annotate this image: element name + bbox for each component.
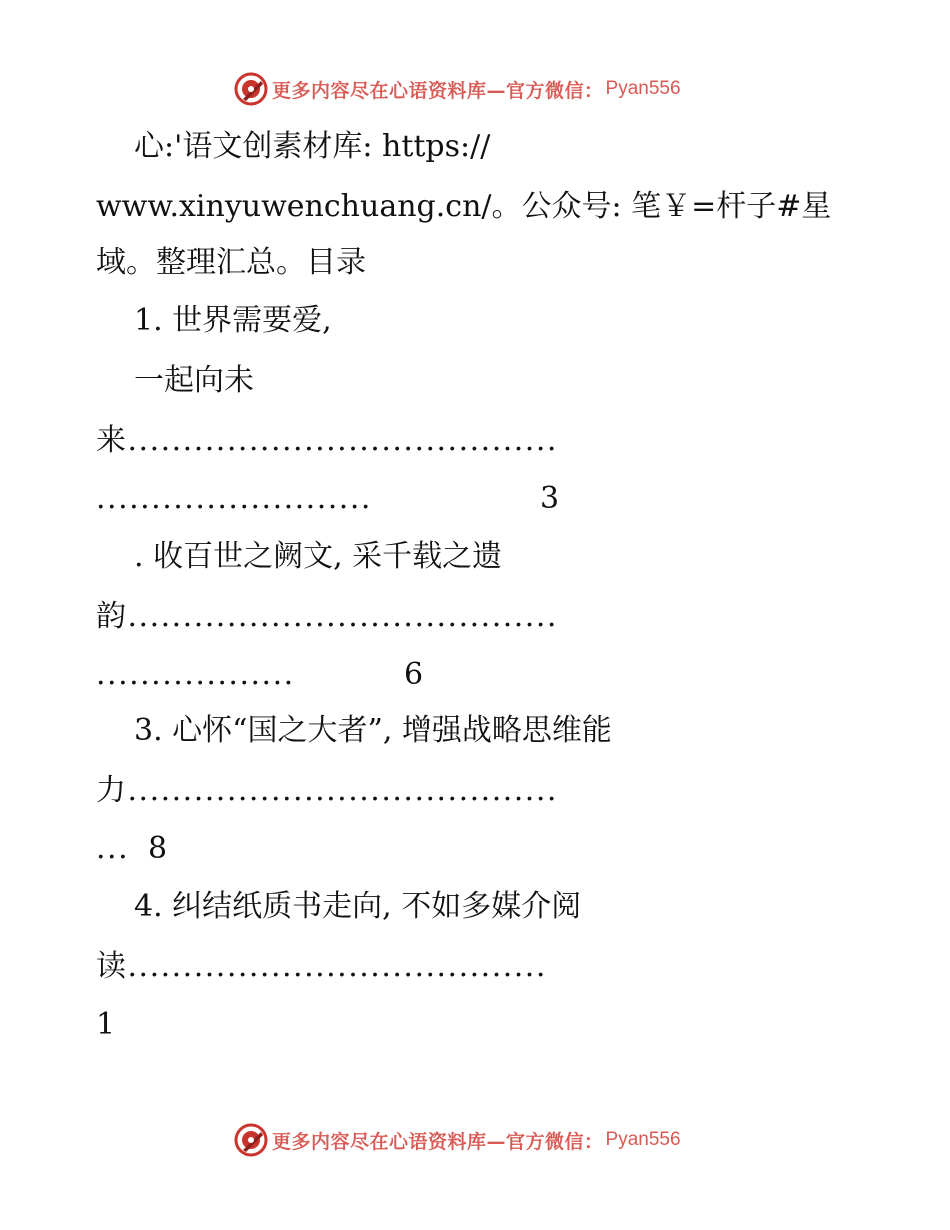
toc-4-title: 4. 纠结纸质书走向, 不如多媒介阅 — [134, 889, 582, 924]
toc-4-leader: 读...................................... — [96, 949, 547, 984]
intro-line-3: 域。整理汇总。目录 — [96, 245, 366, 280]
pen-nib-logo-icon — [234, 1123, 268, 1157]
footer-text: 更多内容尽在心语资料库—官方微信： — [272, 1130, 604, 1153]
footer-wechat-id: Pyan556 — [605, 1129, 681, 1150]
header-banner — [234, 71, 681, 107]
toc-4-page: 1 — [96, 1007, 116, 1042]
toc-2-leader-cont: .................. — [96, 657, 295, 692]
toc-1-title-cont: 一起向未 — [134, 363, 254, 398]
toc-3-page: 8 — [148, 831, 168, 866]
toc-1-leader-cont: ......................... — [96, 481, 372, 516]
toc-1-title: 1. 世界需要爱, — [134, 303, 332, 338]
toc-1-page: 3 — [540, 481, 560, 516]
toc-2-page: 6 — [404, 657, 424, 692]
toc-1-leader: 来....................................... — [96, 423, 558, 458]
footer-banner — [234, 1122, 681, 1158]
intro-line-1: 心:'语文创素材库: https:// — [134, 129, 491, 164]
intro-line-2: www.xinyuwenchuang.cn/。公众号: 笔￥=杆子#星 — [96, 189, 832, 224]
toc-2-leader: 韵....................................... — [96, 599, 558, 634]
toc-3-leader: 力....................................... — [96, 773, 558, 808]
toc-3-title: 3. 心怀“国之大者”, 增强战略思维能 — [134, 713, 612, 748]
header-text: 更多内容尽在心语资料库—官方微信： — [272, 79, 604, 102]
pen-nib-logo-icon — [234, 72, 268, 106]
header-wechat-id: Pyan556 — [605, 78, 681, 99]
toc-2-title: . 收百世之阙文, 采千载之遗 — [134, 539, 503, 574]
toc-3-leader-cont: ... — [96, 831, 130, 866]
